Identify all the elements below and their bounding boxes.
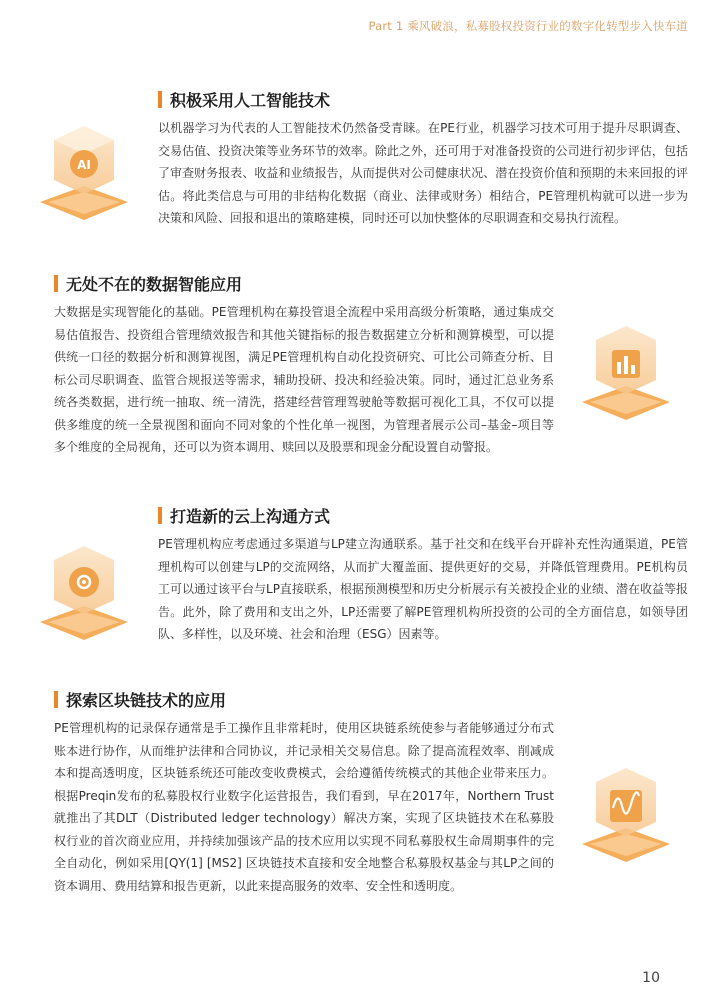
heading-text: 积极采用人工智能技术 [170,91,331,110]
waveform-cube-icon [578,760,674,864]
ai-cube-icon [36,118,132,222]
section-ai [158,88,688,230]
data-chart-cube-icon [578,318,674,422]
heading-text: 无处不在的数据智能应用 [66,275,243,294]
section-cloud [158,504,688,646]
section-body: 大数据是实现智能化的基础。PE管理机构在募投管退全流程中采用高级分析策略，通过集成交易估值报告、投资组合管理绩效报告和其他关键指标的报告数据建立分析和测算模型，可以提供统一口径的数据分析和测算视图，满足PE管理机构自动化投资研究、可比公司筛查分析、目标公司尽职调查、监管合规报送等需求，辅助投研、投决和经验决策。同时，通过汇总业务系统各类数据，进行统一抽取、统一清洗，搭建经营管理驾驶舱等数据可视化工具，不仅可以提供多维度的统一全景视图和面向不同对象的个性化单一视图，为管理者展示公司–基金–项目等多个维度的全局视角，还可以为资本调用、赎回以及股票和现金分配设置自动警报。 [54,305,554,454]
heading-text: 探索区块链技术的应用 [66,691,227,710]
section-heading [158,88,688,111]
section-blockchain [54,688,554,897]
section-heading [54,272,554,295]
section-body: 以机器学习为代表的人工智能技术仍然备受青睐。在PE行业，机器学习技术可用于提升尽职调查、交易估值、投资决策等业务环节的效率。除此之外，还可用于对准备投资的公司进行初步评估，包括了审查财务报表、收益和业绩报告，从而提供对公司健康状况、潜在投资价值和预期的未来回报的评估。将此类信息与可用的非结构化数据（商业、法律或财务）相结合，PE管理机构就可以进一步为决策和风险、回报和退出的策略建模，同时还可以加快整体的尽职调查和交易执行流程。 [158,121,688,225]
heading-accent-bar [54,691,58,708]
page-number: 10 [642,970,660,986]
section-heading [158,504,688,527]
heading-accent-bar [54,275,58,292]
ai-label: AI [77,158,91,172]
heading-accent-bar [158,91,162,108]
section-data [54,272,554,459]
heading-accent-bar [158,507,162,524]
section-body: PE管理机构应考虑通过多渠道与LP建立沟通联系。基于社交和在线平台开辟补充性沟通渠道，PE管理机构可以创建与LP的交流网络，从而扩大覆盖面、提供更好的交易，并降低管理费用。PE机构员工可以通过该平台与LP直接联系，根据预测模型和历史分析展示有关被投企业的业绩、潜在收益等报告。此外，除了费用和支出之外，LP还需要了解PE管理机构所投资的公司的全方面信息，如领导团队、多样性，以及环境、社会和治理（ESG）因素等。 [158,537,688,641]
running-header: Part 1 乘风破浪，私募股权投资行业的数字化转型步入快车道 [368,19,688,33]
section-heading [54,688,554,711]
section-body: PE管理机构的记录保存通常是手工操作且非常耗时，使用区块链系统使参与者能够通过分布式账本进行协作，从而维护法律和合同协议，并记录相关交易信息。除了提高流程效率、削减成本和提高透明度，区块链系统还可能改变收费模式，会给遵循传统模式的其他企业带来压力。根据Preqin发布的私募股权行业数字化运营报告，我们看到，早在2017年，Northern Trust 就推出了其DLT（Distributed ledger technology）解决方案，实现了区块链技术在私募股权行业的首次商业应用，并持续加强该产品的技术应用以实现不同私募股权生命周期事件的完全自动化，例如采用[QY(1] [MS2] 区块链技术直接和安全地整合私募股权基金与其LP之间的资本调用、费用结算和报告更新，以此来提高服务的效率、安全性和透明度。 [54,721,554,893]
head-gear-cube-icon [36,538,132,642]
heading-text: 打造新的云上沟通方式 [170,507,331,526]
